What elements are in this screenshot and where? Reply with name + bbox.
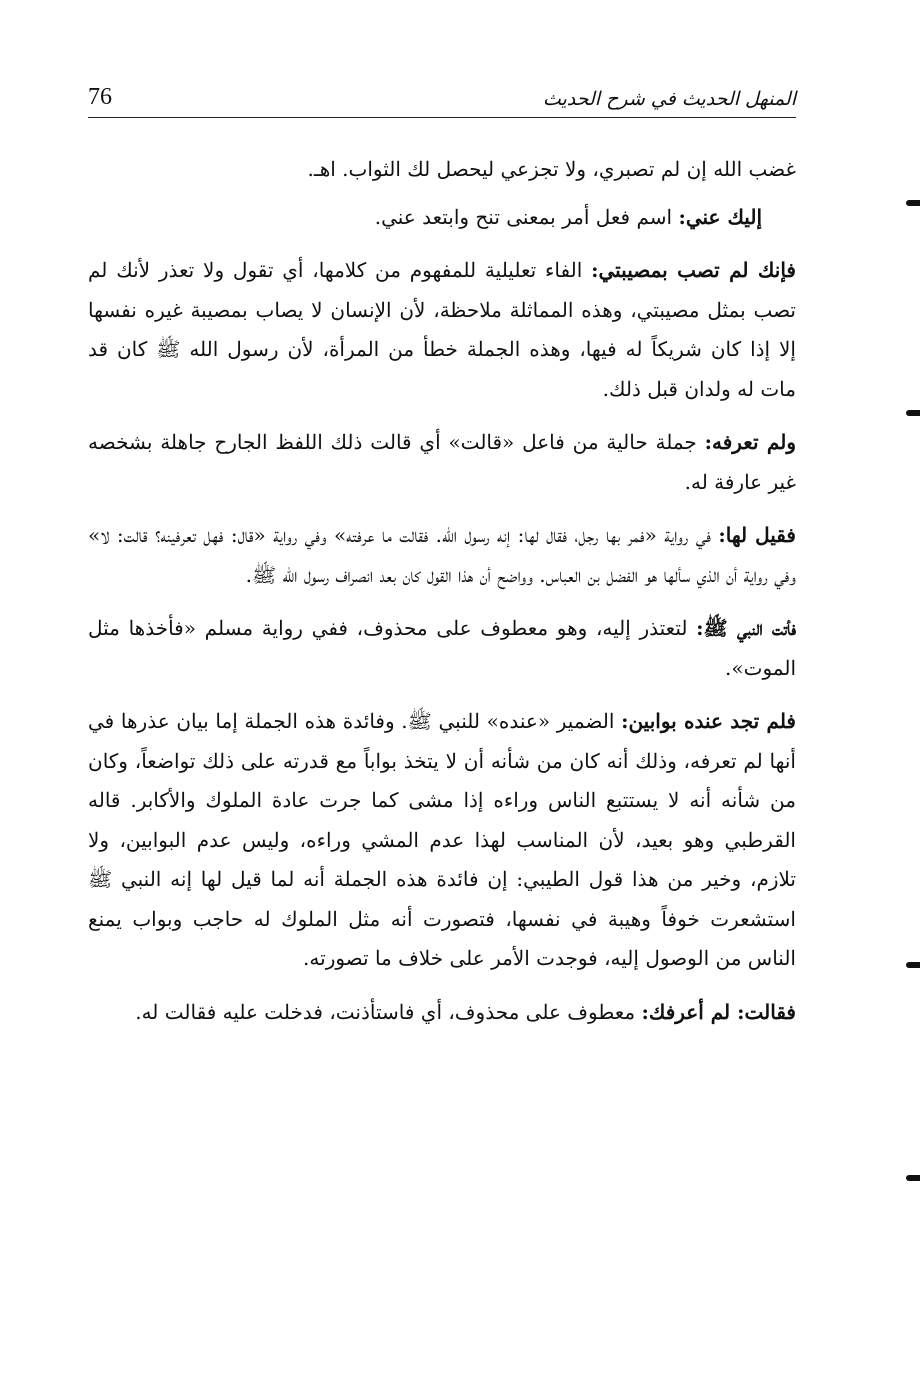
page-number: 76 (88, 84, 112, 110)
paragraph-text: لتعتذر إليه، وهو معطوف على محذوف، ففي رواية مسلم «فأخذها مثل الموت». (88, 616, 796, 680)
scan-edge-mark (906, 1175, 920, 1181)
paragraph-wa-lam-taarifhu (88, 423, 796, 502)
paragraph-text: جملة حالية من فاعل «قالت» أي قالت ذلك اللفظ الجارح جاهلة بشخصه غير عارفة له. (88, 430, 796, 494)
paragraph-continuation (88, 150, 796, 190)
paragraph-term: فقالت: لم أعرفك: (641, 999, 796, 1024)
scan-edge-mark (906, 200, 920, 206)
page-body (88, 150, 796, 1046)
paragraph-faqalat (88, 993, 796, 1033)
scan-edge-mark (906, 962, 920, 968)
paragraph-term: فأتت النبي ﷺ: (696, 616, 796, 640)
paragraph-text: اسم فعل أمر بمعنى تنح وابتعد عني. (374, 204, 679, 229)
running-title: المنهل الحديث في شرح الحديث (542, 88, 796, 110)
paragraph-falam-tajid (88, 702, 796, 979)
paragraph-faqila-laha (88, 516, 796, 595)
paragraph-text: في رواية «فمر بها رجل، فقال لها: إنه رسول الله. فقالت ما عرفته» وفي رواية «قال: فهل تعرفينه؟ قالت: لا» وفي رواية أن الذي سألها هو الفضل بن العباس. وواضح أن هذا القول كان بعد انصراف رسول الله ﷺ. (88, 523, 796, 587)
header-rule (88, 117, 796, 118)
page-header (88, 84, 796, 114)
paragraph-text: غضب الله إن لم تصبري، ولا تجزعي ليحصل لك الثواب. اهـ. (307, 157, 796, 181)
paragraph-text: الفاء تعليلية للمفهوم من كلامها، أي تقول ولا تعذر لأنك لم تصب بمثل مصيبتي، وهذه المماثلة ملاحظة، لأن الإنسان لا يصاب بمصيبة غيره نفسها إلا إذا كان شريكاً له فيها، وهذه الجملة خطأ من المرأة، لأن رسول الله ﷺ كان قد مات له ولدان قبل ذلك. (88, 258, 796, 401)
paragraph-term: فقيل لها: (718, 523, 796, 547)
paragraph-term: فإنك لم تصب بمصيبتي: (591, 258, 796, 282)
paragraph-fainnaka (88, 251, 796, 409)
paragraph-text: معطوف على محذوف، أي فاستأذنت، فدخلت عليه فقالت له. (135, 999, 642, 1024)
paragraph-term: إليك عني: (678, 204, 762, 229)
paragraph-term: فلم تجد عنده بوابين: (621, 709, 796, 733)
paragraph-faatat-annabi (88, 609, 796, 688)
paragraph-term: ولم تعرفه: (704, 430, 796, 454)
scan-edge-mark (906, 410, 920, 416)
paragraph-text: الضمير «عنده» للنبي ﷺ. وفائدة هذه الجملة إما بيان عذرها في أنها لم تعرفه، وذلك أنه كان من شأنه أن لا يتخذ بواباً مع قدرته على ذلك تواضعاً، وكان من شأنه أنه لا يستتبع الناس وراءه إذا مشى كما جرت عادة الملوك والأكابر. قاله القرطبي وهو بعيد، لأن المناسب لهذا عدم المشي وراءه، وليس عدم البوابين، ولا تلازم، وخير من هذا قول الطيبي: إن فائدة هذه الجملة أنه لما قيل لها إنه النبي ﷺ استشعرت خوفاً وهيبة في نفسها، فتصورت أنه مثل الملوك له حاجب وبواب يمنع الناس من الوصول إليه، فوجدت الأمر على خلاف ما تصورته. (88, 709, 796, 970)
paragraph-ilayka-anni (88, 198, 796, 238)
